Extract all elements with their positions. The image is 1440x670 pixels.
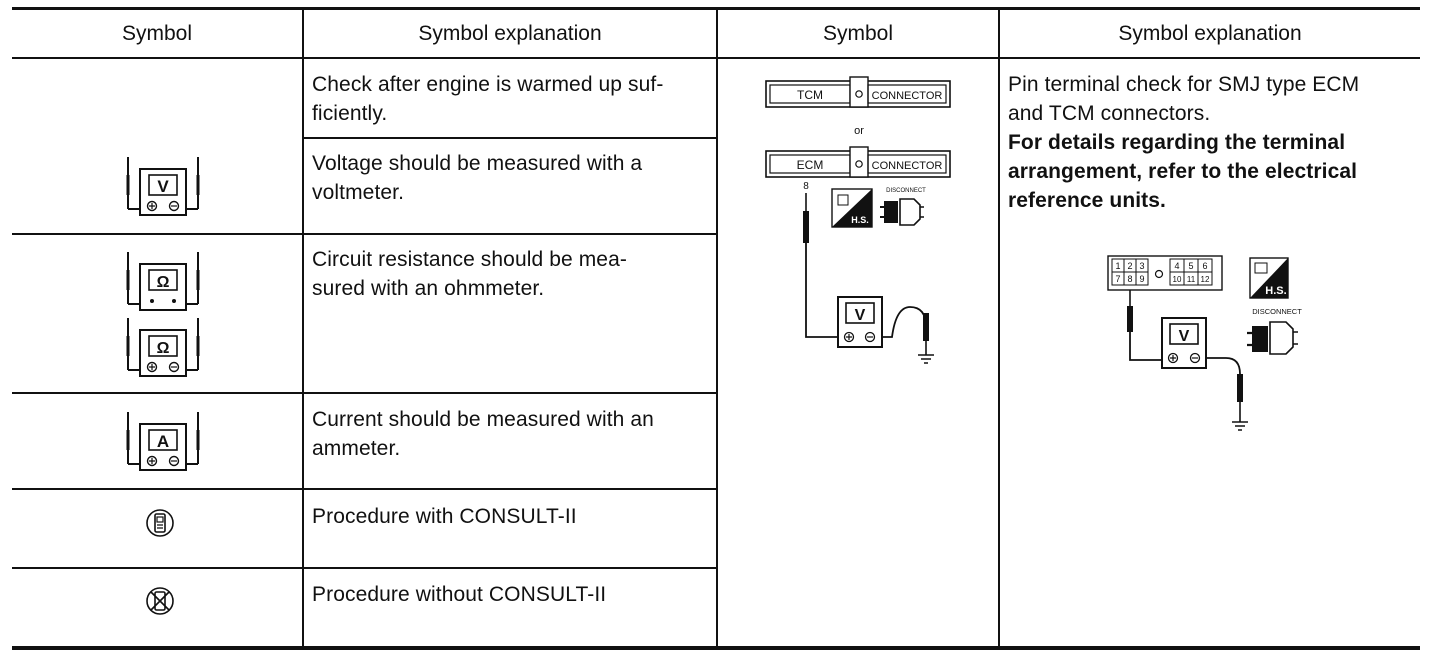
meter-letter: Ω — [156, 274, 170, 291]
pin-check-explanation: Pin terminal check for SMJ type ECM and TCM connectors. For details regarding the terminal arrangement, refer to the electrical reference units. — [1008, 73, 1360, 212]
row-explanation: Check after engine is warmed up suf- ficiently. — [312, 73, 664, 125]
row-explanation: Procedure without CONSULT-II — [312, 583, 607, 606]
no-consult-icon — [145, 585, 175, 617]
row-divider — [12, 392, 717, 394]
svg-text:or: or — [854, 125, 864, 137]
row-explanation: Circuit resistance should be mea- sured with an ohmmeter. — [312, 248, 627, 300]
svg-text:9: 9 — [1139, 274, 1145, 284]
ohmmeter-icon — [124, 316, 208, 378]
svg-text:ECM: ECM — [796, 158, 824, 172]
row-explanation: Procedure with CONSULT-II — [312, 505, 577, 528]
svg-text:1: 1 — [1115, 261, 1121, 271]
column-divider-2 — [716, 10, 718, 647]
svg-text:10: 10 — [1172, 275, 1182, 284]
row-divider — [12, 567, 717, 569]
meter-letter: Ω — [156, 340, 170, 357]
row-divider — [303, 137, 717, 139]
svg-text:DISCONNECT: DISCONNECT — [886, 188, 926, 194]
row-explanation: Current should be measured with an ammeter. — [312, 408, 654, 460]
svg-text:V: V — [854, 307, 866, 324]
meter-letter: A — [156, 432, 170, 451]
svg-text:3: 3 — [1139, 261, 1145, 271]
svg-text:TCM: TCM — [797, 88, 823, 102]
svg-text:2: 2 — [1127, 261, 1133, 271]
row-explanation: Voltage should be measured with a voltmeter. — [312, 152, 643, 204]
svg-text:11: 11 — [1186, 275, 1196, 284]
row-divider — [12, 233, 717, 235]
svg-text:12: 12 — [1200, 275, 1210, 284]
svg-text:H.S.: H.S. — [1265, 285, 1287, 297]
svg-text:H.S.: H.S. — [851, 215, 869, 225]
svg-text:CONNECTOR: CONNECTOR — [871, 160, 943, 172]
svg-text:V: V — [1178, 328, 1190, 345]
pin-check-diagram — [760, 75, 960, 370]
consult-icon — [145, 507, 175, 539]
svg-text:8: 8 — [803, 181, 809, 192]
svg-text:4: 4 — [1174, 261, 1180, 271]
svg-text:6: 6 — [1202, 261, 1208, 271]
svg-text:DISCONNECT: DISCONNECT — [1252, 307, 1302, 316]
header-symbol-explanation-right: Symbol explanation — [1118, 22, 1302, 45]
svg-text:8: 8 — [1127, 274, 1133, 284]
column-divider-3 — [998, 10, 1000, 647]
svg-text:5: 5 — [1188, 261, 1194, 271]
row-divider — [12, 488, 717, 490]
voltmeter-icon — [124, 155, 208, 217]
terminal-arrangement-diagram — [1100, 250, 1320, 440]
header-symbol-explanation: Symbol explanation — [418, 22, 602, 45]
svg-text:CONNECTOR: CONNECTOR — [871, 90, 943, 102]
meter-letter: V — [157, 177, 169, 196]
header-symbol: Symbol — [121, 22, 193, 45]
svg-text:7: 7 — [1115, 274, 1121, 284]
ohmmeter-icon — [124, 250, 208, 312]
header-symbol-right: Symbol — [822, 22, 894, 45]
ammeter-icon — [124, 410, 208, 472]
column-divider-1 — [302, 10, 304, 647]
